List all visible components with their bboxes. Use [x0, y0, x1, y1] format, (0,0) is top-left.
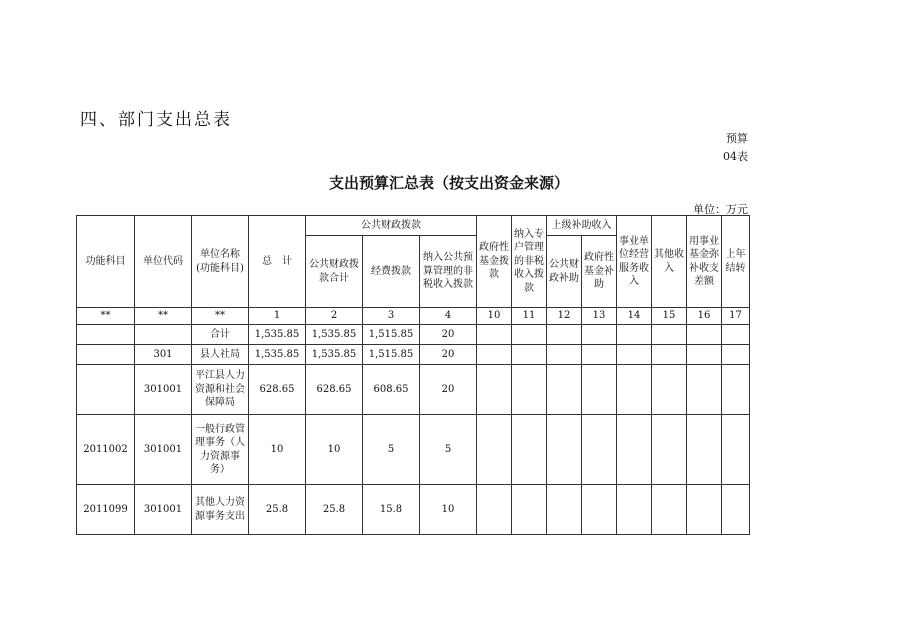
unit-name-cell: 平江县人力资源和社会保障局	[192, 365, 249, 415]
index-cell: 15	[652, 308, 687, 325]
header-special-nontax: 纳入专户管理的非税收入拨款	[512, 216, 547, 308]
header-public-finance: 公共财政拨款	[306, 216, 477, 236]
pf-total-cell: 1,535.85	[306, 325, 363, 345]
pf-funds-cell: 1,515.85	[363, 345, 420, 365]
index-cell: 17	[722, 308, 750, 325]
header-gov-fund: 政府性基金拨款	[477, 216, 512, 308]
table-title: 支出预算汇总表（按支出资金来源）	[328, 174, 569, 192]
index-cell: **	[77, 308, 135, 325]
header-func: 功能科目	[77, 216, 135, 308]
pf-nontax-cell: 20	[420, 345, 477, 365]
index-cell: **	[192, 308, 249, 325]
header-upper-gov: 政府性基金补助	[582, 236, 617, 308]
pf-total-cell: 1,535.85	[306, 345, 363, 365]
total-cell: 10	[249, 415, 306, 485]
table-row	[77, 485, 750, 535]
table-row	[77, 365, 750, 415]
unit-code-cell: 301001	[135, 485, 192, 535]
table-row	[77, 325, 750, 345]
section-title: 四、部门支出总表	[80, 110, 232, 130]
index-row	[77, 308, 750, 325]
index-cell: 11	[512, 308, 547, 325]
pf-nontax-cell: 5	[420, 415, 477, 485]
func-code-cell	[77, 325, 135, 345]
table-row	[77, 345, 750, 365]
header-pf-nontax: 纳入公共预算管理的非税收入拨款	[420, 236, 477, 308]
header-unit-code: 单位代码	[135, 216, 192, 308]
unit-name-cell: 其他人力资源事务支出	[192, 485, 249, 535]
func-code-cell: 2011099	[77, 485, 135, 535]
index-cell: **	[135, 308, 192, 325]
header-pf-total: 公共财政拨款合计	[306, 236, 363, 308]
index-cell: 1	[249, 308, 306, 325]
index-cell: 2	[306, 308, 363, 325]
pf-total-cell: 628.65	[306, 365, 363, 415]
header-pf-funds: 经费拨款	[363, 236, 420, 308]
header-upper-public: 公共财政补助	[547, 236, 582, 308]
index-cell: 12	[547, 308, 582, 325]
index-cell: 16	[687, 308, 722, 325]
header-upper-subsidy: 上级补助收入	[547, 216, 617, 236]
header-unit-name: 单位名称(功能科目)	[192, 216, 249, 308]
unit-code-cell: 301	[135, 345, 192, 365]
unit-label: 单位：万元	[693, 203, 748, 216]
pf-nontax-cell: 20	[420, 325, 477, 345]
index-cell: 10	[477, 308, 512, 325]
table-row	[77, 415, 750, 485]
pf-funds-cell: 1,515.85	[363, 325, 420, 345]
index-cell: 14	[617, 308, 652, 325]
unit-code-cell: 301001	[135, 365, 192, 415]
header-total: 总 计	[249, 216, 306, 308]
total-cell: 1,535.85	[249, 345, 306, 365]
func-code-cell	[77, 345, 135, 365]
index-cell: 4	[420, 308, 477, 325]
pf-total-cell: 25.8	[306, 485, 363, 535]
pf-nontax-cell: 20	[420, 365, 477, 415]
unit-name-cell: 一般行政管理事务（人力资源事务）	[192, 415, 249, 485]
pf-funds-cell: 15.8	[363, 485, 420, 535]
header-business: 事业单位经营服务收入	[617, 216, 652, 308]
index-cell: 13	[582, 308, 617, 325]
total-cell: 628.65	[249, 365, 306, 415]
pf-funds-cell: 5	[363, 415, 420, 485]
index-cell: 3	[363, 308, 420, 325]
unit-name-cell: 合计	[192, 325, 249, 345]
func-code-cell	[77, 365, 135, 415]
form-label: 预算	[726, 132, 748, 145]
header-other: 其他收入	[652, 216, 687, 308]
expenditure-table	[76, 215, 750, 535]
unit-code-cell: 301001	[135, 415, 192, 485]
header-fund-balance: 用事业基金弥补收支差额	[687, 216, 722, 308]
func-code-cell: 2011002	[77, 415, 135, 485]
total-cell: 25.8	[249, 485, 306, 535]
pf-nontax-cell: 10	[420, 485, 477, 535]
total-cell: 1,535.85	[249, 325, 306, 345]
header-row-1	[77, 216, 750, 236]
form-number: 04表	[723, 150, 748, 163]
unit-name-cell: 县人社局	[192, 345, 249, 365]
unit-code-cell	[135, 325, 192, 345]
header-carryover: 上年结转	[722, 216, 750, 308]
pf-total-cell: 10	[306, 415, 363, 485]
pf-funds-cell: 608.65	[363, 365, 420, 415]
